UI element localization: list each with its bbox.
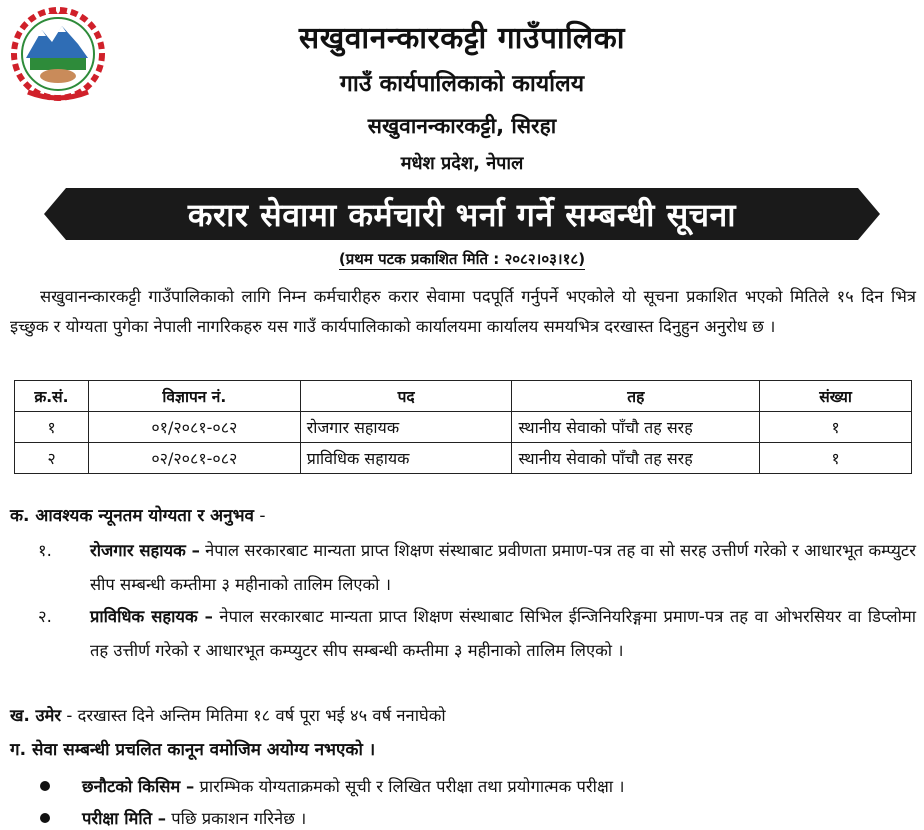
published-date	[0, 249, 924, 269]
item-text: नेपाल सरकारबाट मान्यता प्राप्त शिक्षण संस्थाबाट सिभिल ईन्जिनियरिङ्गमा प्रमाण-पत्र तह वा ओभरसियर वा डिप्लोमा तह उत्तीर्ण गरेको र आधारभूत कम्प्युटर सीप सम्बन्धी कम्तीमा ३ महीनाको तालिम लिएको ।	[90, 607, 916, 660]
item-number: २.	[38, 607, 52, 626]
office-name: गाउँ कार्यपालिकाको कार्यालय	[339, 71, 585, 97]
positions-table	[14, 380, 912, 474]
item-number: १.	[38, 541, 52, 560]
table-header-row	[15, 381, 912, 412]
bullet-dot-icon	[40, 813, 50, 823]
cell-sn: १	[15, 412, 89, 443]
section-kha-text: - दरखास्त दिने अन्तिम मितिमा १८ वर्ष पूरा भई ४५ वर्ष ननाघेको	[61, 706, 446, 725]
cell-adv-no: ०२/२०८१-०८२	[88, 443, 300, 474]
table-row	[15, 412, 912, 443]
col-header-adv-no: विज्ञापन नं.	[88, 381, 300, 412]
bullet-dot-icon	[40, 781, 50, 791]
cell-post: प्राविधिक सहायक	[300, 443, 512, 474]
section-ka-heading	[10, 503, 266, 526]
cell-level: स्थानीय सेवाको पाँचौ तह सरह	[512, 443, 760, 474]
col-header-count: संख्या	[760, 381, 912, 412]
section-kha	[10, 703, 446, 726]
table-row	[15, 443, 912, 474]
cell-post: रोजगार सहायक	[300, 412, 512, 443]
cell-sn: २	[15, 443, 89, 474]
bullet-text: पछि प्रकाशन गरिनेछ ।	[166, 809, 307, 828]
section-kha-heading: ख. उमेर	[10, 706, 62, 725]
section-ka-dash: -	[254, 506, 266, 526]
bullet-text: प्रारम्भिक योग्यताक्रमको सूची र लिखित परीक्षा तथा प्रयोगात्मक परीक्षा ।	[194, 777, 625, 796]
cell-level: स्थानीय सेवाको पाँचौ तह सरह	[512, 412, 760, 443]
section-ka-heading-text: क. आवश्यक न्यूनतम योग्यता र अनुभव	[10, 506, 255, 526]
item-title: प्राविधिक सहायक –	[90, 607, 213, 626]
bullet-title: परीक्षा मिति –	[82, 809, 167, 828]
col-header-level: तह	[512, 381, 760, 412]
item-text: नेपाल सरकारबाट मान्यता प्राप्त शिक्षण संस्थाबाट प्रवीणता प्रमाण-पत्र तह वा सो सरह उत्तीर्ण गरेको र आधारभूत कम्प्युटर सीप सम्बन्धी कम्तीमा ३ महीनाको तालिम लिएको ।	[90, 541, 916, 594]
office-address: सखुवानन्कारकट्टी, सिरहा	[367, 114, 557, 138]
province-country: मधेश प्रदेश, नेपाल	[400, 153, 524, 174]
cell-count: १	[760, 443, 912, 474]
col-header-sn: क्र.सं.	[15, 381, 89, 412]
notice-title-banner	[44, 188, 880, 240]
cell-adv-no: ०१/२०८१-०८२	[88, 412, 300, 443]
municipality-title: सखुवानन्कारकट्टी गाउँपालिका	[298, 21, 626, 56]
item-title: रोजगार सहायक –	[90, 541, 200, 560]
notice-title: करार सेवामा कर्मचारी भर्ना गर्ने सम्बन्धी सूचना	[187, 196, 737, 234]
published-date-text: (प्रथम पटक प्रकाशित मिति : २०८२।०३।१८)	[338, 250, 586, 268]
intro-paragraph	[10, 282, 916, 342]
bullet-title: छनौटको किसिम –	[82, 777, 195, 796]
col-header-post: पद	[300, 381, 512, 412]
section-ga-heading: ग. सेवा सम्बन्धी प्रचलित कानून वमोजिम अयोग्य नभएको ।	[10, 740, 376, 760]
intro-text: सखुवानन्कारकट्टी गाउँपालिकाको लागि निम्न कर्मचारीहरु करार सेवामा पदपूर्ति गर्नुपर्ने भएकोले यो सूचना प्रकाशित भएको मितिले १५ दिन भित्र इच्छुक र योग्यता पुगेका नेपाली नागरिकहरु यस गाउँ कार्यपालिकाको कार्यालयमा कार्यालय समयभित्र दरखास्त दिनुहुन अनुरोध छ ।	[10, 287, 916, 336]
cell-count: १	[760, 412, 912, 443]
